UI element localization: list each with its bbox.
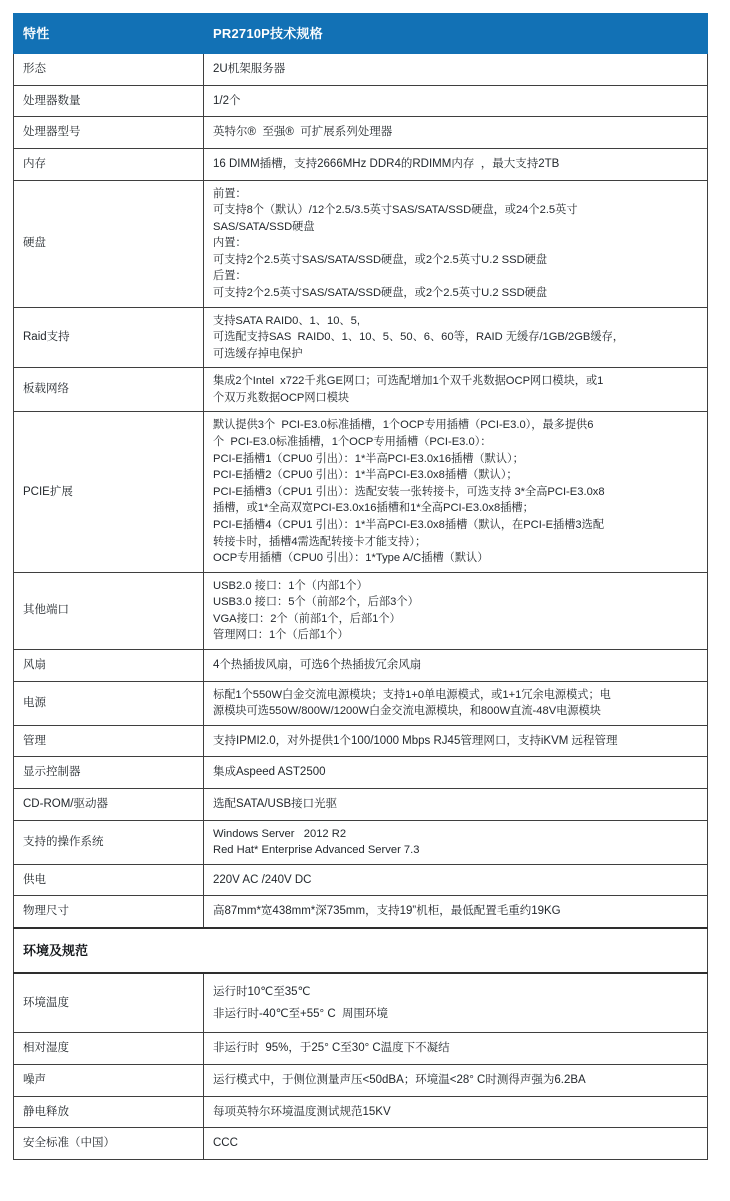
cell-feature: PCIE扩展	[14, 412, 204, 572]
cell-value	[204, 896, 708, 928]
cell-feature: 相对湿度	[14, 1033, 204, 1065]
value-line: 4个热插拔风扇，可选6个热插拔冗余风扇	[213, 659, 422, 671]
value-line: USB3.0 接口：5个（前部2个，后部3个）	[213, 596, 419, 609]
value-line: 内置：	[213, 237, 247, 250]
table-row	[14, 1128, 708, 1160]
value-line: 运行时10℃至35℃	[213, 986, 311, 999]
table-row	[14, 650, 708, 682]
cell-value	[204, 1033, 708, 1065]
table-row	[14, 896, 708, 928]
cell-value	[204, 681, 708, 725]
cell-feature: 处理器型号	[14, 117, 204, 149]
cell-feature: 管理	[14, 725, 204, 757]
cell-value	[204, 117, 708, 149]
value-line: 英特尔® 至强® 可扩展系列处理器	[213, 126, 393, 139]
value-line: 选配SATA/USB接口光驱	[213, 798, 338, 811]
cell-feature: 噪声	[14, 1064, 204, 1096]
cell-value	[204, 307, 708, 368]
cell-feature: 形态	[14, 54, 204, 86]
cell-feature: 其他端口	[14, 572, 204, 649]
value-line: 个双万兆数据OCP网口模块	[213, 391, 350, 404]
value-line: PCI-E插槽4（CPU1 引出）：1*半高PCI-E3.0x8插槽（默认，在PCI-E插槽3选配	[213, 518, 605, 531]
value-line: 支持IPMI2.0，对外提供1个100/1000 Mbps RJ45管理网口，支持iKVM 远程管理	[213, 734, 618, 747]
table-row	[14, 148, 708, 180]
value-line: CCC	[213, 1137, 238, 1150]
value-line: 可选缓存掉电保护	[213, 347, 303, 360]
table-row	[14, 973, 708, 1033]
value-line: 转接卡时，插槽4需选配转接卡才能支持）；	[213, 535, 427, 548]
cell-feature: 风扇	[14, 650, 204, 682]
cell-feature: Raid支持	[14, 307, 204, 368]
value-line: 后置：	[213, 270, 247, 283]
table-header	[14, 14, 708, 54]
value-line: 运行模式中，于侧位测量声压<50dBA；环境温<28° C时测得声强为6.2BA	[213, 1073, 586, 1086]
table-body	[14, 54, 708, 1160]
table-row	[14, 789, 708, 821]
table-row	[14, 85, 708, 117]
value-line: 集成2个Intel x722千兆GE网口；可选配增加1个双千兆数据OCP网口模块，或1	[213, 375, 604, 388]
value-line: 管理网口：1个（后部1个）	[213, 629, 349, 642]
column-header-value: PR2710P技术规格	[204, 14, 708, 54]
table-row	[14, 1033, 708, 1065]
table-row	[14, 368, 708, 412]
value-line: PCI-E插槽3（CPU1 引出）：选配安装一张转接卡，可选支持 3*全高PCI-E3.0x8	[213, 485, 605, 498]
table-row	[14, 180, 708, 307]
value-line: 16 DIMM插槽，支持2666MHz DDR4的RDIMM内存 ，最大支持2TB	[213, 157, 560, 170]
cell-value	[204, 864, 708, 896]
cell-value	[204, 820, 708, 864]
value-line: 2U机架服务器	[213, 63, 286, 76]
cell-value	[204, 650, 708, 682]
value-line: 1/2个	[213, 94, 241, 107]
value-line: PCI-E插槽2（CPU0 引出）：1*半高PCI-E3.0x8插槽（默认）；	[213, 469, 518, 482]
cell-feature: 内存	[14, 148, 204, 180]
value-line: 220V AC /240V DC	[213, 873, 312, 886]
cell-feature: CD-ROM/驱动器	[14, 789, 204, 821]
cell-feature: 物理尺寸	[14, 896, 204, 928]
cell-value	[204, 368, 708, 412]
table-row	[14, 681, 708, 725]
value-line: 插槽，或1*全高双宽PCI-E3.0x16插槽和1*全高PCI-E3.0x8插槽；	[213, 502, 534, 515]
cell-value	[204, 973, 708, 1033]
table-row	[14, 412, 708, 572]
value-line: VGA接口：2个（前部1个，后部1个）	[213, 612, 401, 625]
table-row	[14, 864, 708, 896]
cell-value	[204, 725, 708, 757]
value-line: 非运行时-40℃至+55° C 周围环境	[213, 1007, 389, 1020]
value-line: Red Hat* Enterprise Advanced Server 7.3	[213, 844, 420, 857]
value-line: 源模块可选550W/800W/1200W白金交流电源模块，和800W直流-48V电源模块	[213, 705, 601, 718]
cell-feature: 处理器数量	[14, 85, 204, 117]
table-row	[14, 1064, 708, 1096]
cell-value	[204, 412, 708, 572]
specification-table	[13, 13, 708, 1160]
cell-value	[204, 180, 708, 307]
table-row	[14, 54, 708, 86]
cell-value	[204, 789, 708, 821]
table-row	[14, 307, 708, 368]
table-row	[14, 757, 708, 789]
value-line: 个 PCI-E3.0标准插槽，1个OCP专用插槽（PCI-E3.0）：	[213, 436, 492, 449]
cell-value	[204, 1064, 708, 1096]
cell-feature: 硬盘	[14, 180, 204, 307]
cell-feature: 板载网络	[14, 368, 204, 412]
cell-feature: 电源	[14, 681, 204, 725]
value-line: 可支持2个2.5英寸SAS/SATA/SSD硬盘，或2个2.5英寸U.2 SSD硬盘	[213, 287, 548, 300]
value-line: 高87mm*宽438mm*深735mm，支持19”机柜，最低配置毛重约19KG	[213, 905, 561, 918]
value-line: 支持SATA RAID0、1、10、5,	[213, 314, 360, 327]
cell-value	[204, 85, 708, 117]
cell-feature: 安全标准（中国）	[14, 1128, 204, 1160]
value-line: 可支持8个（默认）/12个2.5/3.5英寸SAS/SATA/SSD硬盘，或24个2.5英寸	[213, 204, 578, 217]
cell-feature: 环境温度	[14, 973, 204, 1033]
cell-value	[204, 148, 708, 180]
value-line: 前置：	[213, 187, 247, 200]
table-row	[14, 1096, 708, 1128]
cell-feature: 显示控制器	[14, 757, 204, 789]
cell-feature: 支持的操作系统	[14, 820, 204, 864]
value-line: OCP专用插槽（CPU0 引出）：1*Type A/C插槽（默认）	[213, 552, 489, 565]
value-line: 非运行时 95%，于25° C至30° C温度下不凝结	[213, 1042, 450, 1055]
table-header-row	[14, 14, 708, 54]
cell-value	[204, 1096, 708, 1128]
value-line: USB2.0 接口：1个（内部1个）	[213, 579, 368, 592]
value-line: 每项英特尔环境温度测试规范15KV	[213, 1105, 391, 1118]
cell-value	[204, 1128, 708, 1160]
section-title: 环境及规范	[14, 928, 708, 973]
cell-value	[204, 757, 708, 789]
value-line: 可选配支持SAS RAID0、1、10、5、50、6、60等，RAID 无缓存/1GB/2GB缓存，	[213, 331, 624, 344]
value-line: 可支持2个2.5英寸SAS/SATA/SSD硬盘，或2个2.5英寸U.2 SSD硬盘	[213, 253, 548, 266]
value-line: SAS/SATA/SSD硬盘	[213, 220, 315, 233]
cell-feature: 供电	[14, 864, 204, 896]
table-section-row	[14, 928, 708, 973]
value-line: PCI-E插槽1（CPU0 引出）：1*半高PCI-E3.0x16插槽（默认）；	[213, 452, 524, 465]
cell-value	[204, 54, 708, 86]
table-row	[14, 117, 708, 149]
cell-value	[204, 572, 708, 649]
value-line: 集成Aspeed AST2500	[213, 766, 326, 779]
value-line: 标配1个550W白金交流电源模块；支持1+0单电源模式，或1+1冗余电源模式；电	[213, 688, 611, 701]
table-row	[14, 572, 708, 649]
cell-feature: 静电释放	[14, 1096, 204, 1128]
value-line: Windows Server 2012 R2	[213, 827, 347, 840]
value-line: 默认提供3个 PCI-E3.0标准插槽，1个OCP专用插槽（PCI-E3.0），最多提供6	[213, 419, 594, 432]
column-header-feature: 特性	[14, 14, 204, 54]
table-row	[14, 820, 708, 864]
table-row	[14, 725, 708, 757]
